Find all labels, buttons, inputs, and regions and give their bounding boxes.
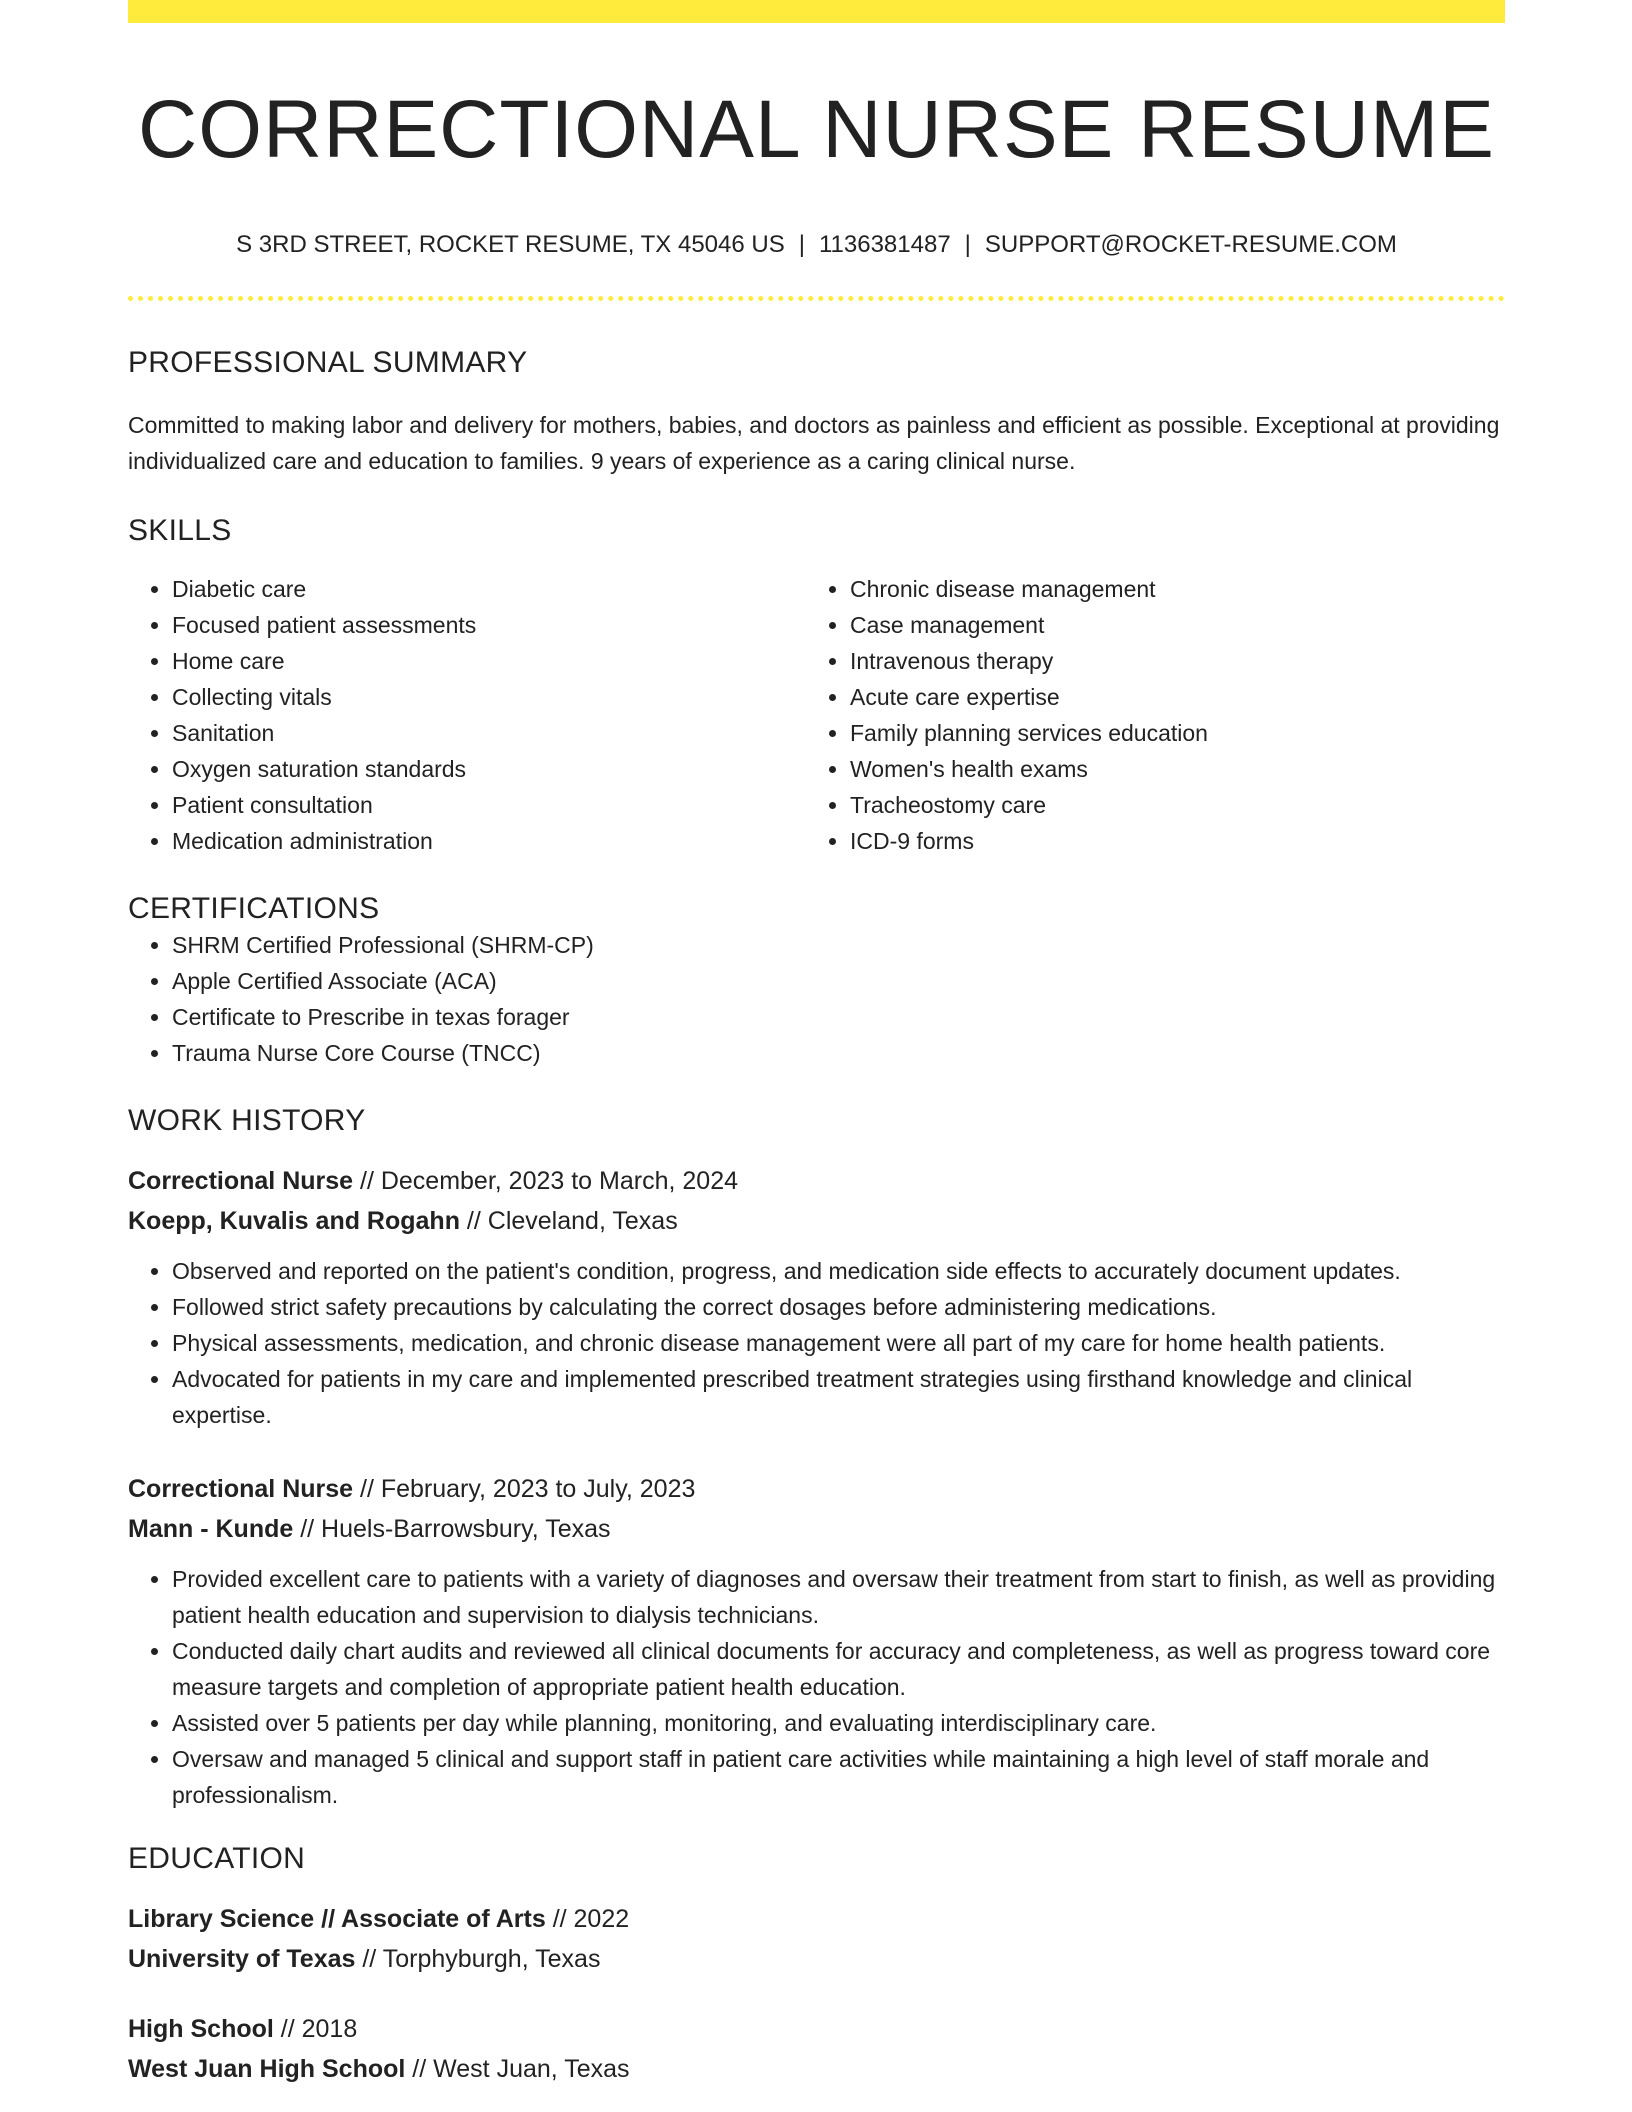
resume-page — [128, 0, 1505, 2089]
education-entry — [128, 2009, 1505, 2089]
skill-item: • Women's health exams — [850, 751, 1484, 787]
job-location: // Huels-Barrowsbury, Texas — [293, 1514, 611, 1543]
skills-heading: SKILLS — [128, 513, 232, 547]
skill-item: • Case management — [850, 607, 1484, 643]
job-duties-list — [128, 1561, 1505, 1813]
job-duty: • Provided excellent care to patients with a variety of diagnoses and oversaw their treatment from start to finish, as well as providing patient health education and supervision to dialysis technicians. — [172, 1561, 1505, 1633]
certification-item: • SHRM Certified Professional (SHRM-CP) — [172, 927, 1505, 963]
skill-item: • Oxygen saturation standards — [172, 751, 806, 787]
skill-item: • Collecting vitals — [172, 679, 806, 715]
work-history-heading: WORK HISTORY — [128, 1103, 366, 1137]
job-duty: • Conducted daily chart audits and reviewed all clinical documents for accuracy and completeness, as well as progress toward core measure targets and completion of appropriate patient health education. — [172, 1633, 1505, 1705]
skill-item: • Acute care expertise — [850, 679, 1484, 715]
skill-item: • ICD-9 forms — [850, 823, 1484, 859]
job-dates: // December, 2023 to March, 2024 — [353, 1166, 738, 1195]
education-location: // West Juan, Texas — [405, 2054, 630, 2083]
summary-text: Committed to making labor and delivery for mothers, babies, and doctors as painless and efficient as possible. Exceptional at providing individualized care and education to families. 9 years of experience as a caring clinical nurse. — [128, 411, 1500, 474]
skill-item: • Focused patient assessments — [172, 607, 806, 643]
job-dates: // February, 2023 to July, 2023 — [353, 1474, 696, 1503]
skill-item: • Intravenous therapy — [850, 643, 1484, 679]
resume-title: CORRECTIONAL NURSE RESUME — [138, 84, 1495, 175]
job-role: Correctional Nurse — [128, 1474, 354, 1503]
education-year: // 2018 — [273, 2014, 358, 2043]
education-heading: EDUCATION — [128, 1841, 306, 1875]
certification-item: • Certificate to Prescribe in texas forager — [172, 999, 1505, 1035]
top-accent-bar — [128, 0, 1505, 23]
education-degree: High School — [128, 2014, 274, 2043]
certification-item: • Trauma Nurse Core Course (TNCC) — [172, 1035, 1505, 1071]
contact-line — [128, 231, 1505, 260]
contact-separator: | — [798, 231, 805, 259]
education-school: West Juan High School — [128, 2054, 406, 2083]
education-school-line — [128, 1939, 1505, 1979]
contact-phone: 1136381487 — [818, 231, 951, 259]
job-company: Koepp, Kuvalis and Rogahn — [128, 1206, 460, 1235]
education-location: // Torphyburgh, Texas — [355, 1944, 601, 1973]
job-entry — [128, 1469, 1505, 1813]
skill-item: • Family planning services education — [850, 715, 1484, 751]
job-title-line — [128, 1161, 1505, 1201]
skill-item: • Patient consultation — [172, 787, 806, 823]
job-duty: • Oversaw and managed 5 clinical and support staff in patient care activities while maintaining a high level of staff morale and professionalism. — [172, 1741, 1505, 1813]
education-entry — [128, 1899, 1505, 1979]
job-company: Mann - Kunde — [128, 1514, 294, 1543]
job-company-line — [128, 1509, 1505, 1549]
education-degree-line — [128, 2009, 1505, 2049]
education-school-line — [128, 2049, 1505, 2089]
skill-item: • Medication administration — [172, 823, 806, 859]
education-degree-line — [128, 1899, 1505, 1939]
skill-item: • Tracheostomy care — [850, 787, 1484, 823]
summary-heading: PROFESSIONAL SUMMARY — [128, 345, 528, 379]
job-company-line — [128, 1201, 1505, 1241]
certifications-list — [128, 927, 1505, 1071]
education-degree: Library Science // Associate of Arts — [128, 1904, 546, 1933]
certifications-heading: CERTIFICATIONS — [128, 891, 380, 925]
skills-column-right — [806, 571, 1484, 859]
job-role: Correctional Nurse — [128, 1166, 354, 1195]
contact-address: S 3RD STREET, ROCKET RESUME, TX 45046 US — [236, 231, 785, 259]
job-duty: • Assisted over 5 patients per day while planning, monitoring, and evaluating interdisciplinary care. — [172, 1705, 1505, 1741]
certification-item: • Apple Certified Associate (ACA) — [172, 963, 1505, 999]
job-duty: • Observed and reported on the patient's condition, progress, and medication side effects to accurately document updates. — [172, 1253, 1505, 1289]
skill-item: • Sanitation — [172, 715, 806, 751]
job-entry — [128, 1161, 1505, 1433]
skill-item: • Home care — [172, 643, 806, 679]
job-duty: • Advocated for patients in my care and implemented prescribed treatment strategies using firsthand knowledge and clinical expertise. — [172, 1361, 1505, 1433]
skills-column-left — [128, 571, 806, 859]
job-duty: • Physical assessments, medication, and chronic disease management were all part of my care for home health patients. — [172, 1325, 1505, 1361]
education-school: University of Texas — [128, 1944, 356, 1973]
job-location: // Cleveland, Texas — [459, 1206, 678, 1235]
job-duties-list — [128, 1253, 1505, 1433]
skills-grid — [128, 571, 1505, 859]
job-duty: • Followed strict safety precautions by calculating the correct dosages before administering medications. — [172, 1289, 1505, 1325]
skill-item: • Chronic disease management — [850, 571, 1484, 607]
contact-email: SUPPORT@ROCKET-RESUME.COM — [984, 231, 1397, 259]
contact-separator: | — [964, 231, 971, 259]
job-title-line — [128, 1469, 1505, 1509]
education-year: // 2022 — [545, 1904, 630, 1933]
header-divider — [128, 296, 1505, 301]
skill-item: • Diabetic care — [172, 571, 806, 607]
